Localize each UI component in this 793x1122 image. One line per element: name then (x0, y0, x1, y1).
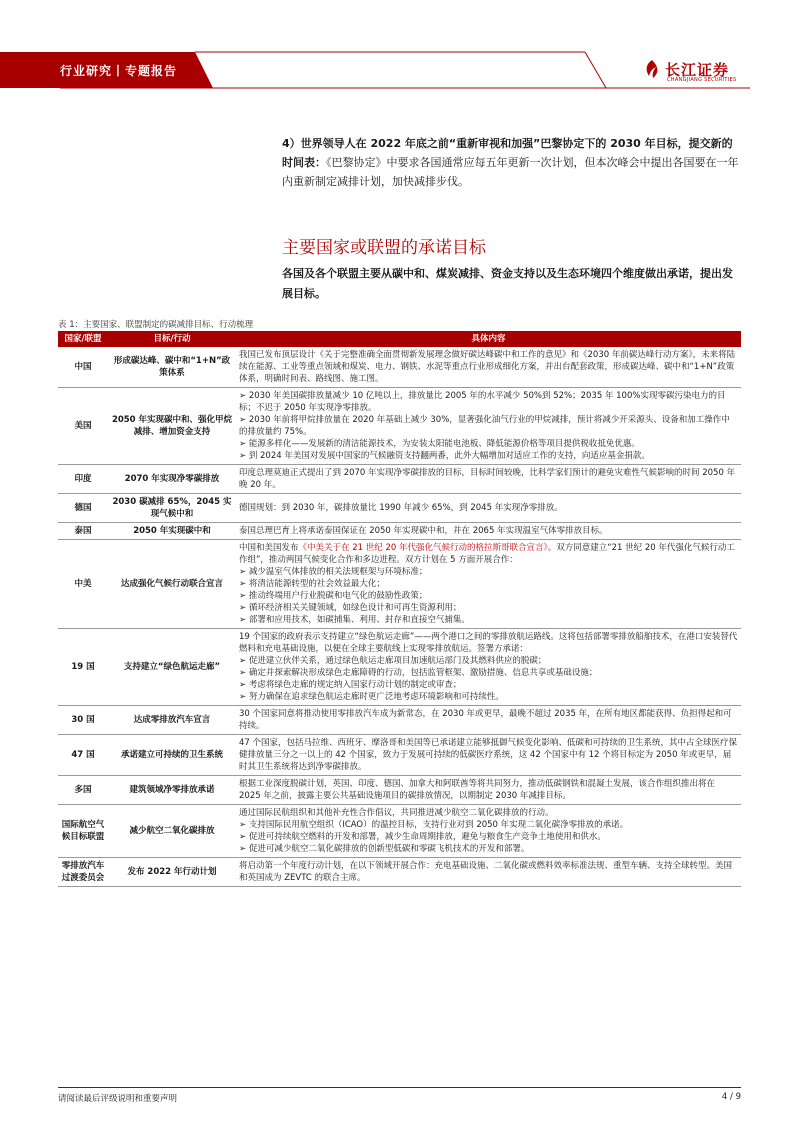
content-line: ➢ 推动终端用户行业脱碳和电气化的鼓励性政策； (239, 591, 428, 601)
row-country: 泰国 (58, 523, 108, 540)
table-row (58, 776, 741, 805)
row-content (236, 735, 741, 776)
content-line: 德国规划：到 2030 年，碳排放量比 1990 年减少 65%，到 2045 年实现净零排放。 (239, 503, 563, 513)
table-row (58, 805, 741, 858)
footer-divider (58, 1087, 741, 1088)
content-line: ➢ 能源多样化——发展新的清洁能源技术，为安装太阳能电池板、降低能源价格等项目提供税收抵免优惠。 (239, 439, 640, 449)
row-goal: 2050 年实现碳中和 (108, 523, 236, 540)
point-4-lead: 4）世界领导人在 2022 年底之前“重新审视和加强”巴黎协定下的 2030 年目标，提交新的时间表： (282, 137, 733, 169)
row-goal: 支持建立“绿色航运走廊” (108, 629, 236, 706)
table-row (58, 494, 741, 523)
row-country: 国际航空气候目标联盟 (58, 805, 108, 858)
footer-disclaimer: 请阅读最后评级说明和重要声明 (58, 1094, 178, 1104)
company-logo (641, 58, 751, 88)
content-line: ➢ 努力确保在追求绿色航运走廊时更广泛地考虑环境影响和可持续性。 (239, 692, 504, 702)
logo-text: 长江证券 (665, 61, 730, 79)
content-line: ➢ 促进可减少航空二氧化碳排放的创新型低碳和零碳飞机技术的开发和部署。 (239, 844, 530, 854)
content-lead-cont: 。双方同意建立“21 世纪 20 年代强化气候行动工作组”，推动两国气候变化合作和多边进程。双方计划在 5 方面开展合作： (239, 543, 735, 565)
row-content (236, 465, 741, 494)
row-content (236, 858, 741, 887)
content-line: ➢ 到 2024 年美国对发展中国家的气候融资支持翻两番，此外大幅增加对适应工作的支持，向适应基金捐款。 (239, 451, 650, 461)
row-country: 美国 (58, 388, 108, 465)
content-line: 将启动第一个年度行动计划，在以下领域开展合作：充电基础设施、二氧化碳或燃料效率标准法规、重型车辆、支持全球转型。美国和英国成为 ZEVTC 的联合主席。 (239, 861, 733, 883)
row-country: 多国 (58, 776, 108, 805)
section-summary: 各国及各个联盟主要从碳中和、煤炭减排、资金支持以及生态环境四个维度做出承诺，提出发展目标。 (282, 267, 733, 300)
row-content (236, 494, 741, 523)
content-line: ➢ 减少温室气体排放的相关法规框架与环境标准； (239, 567, 428, 577)
header-country: 国家/联盟 (58, 331, 108, 347)
row-content (236, 540, 741, 629)
table-row (58, 629, 741, 706)
row-goal: 减少航空二氧化碳排放 (108, 805, 236, 858)
logo-mark-icon (641, 58, 663, 80)
row-goal: 形成碳达峰、碳中和“1+N”政策体系 (108, 347, 236, 388)
page-number: 4 / 9 (721, 1092, 741, 1102)
row-content (236, 805, 741, 858)
row-country: 零排放汽车过渡委员会 (58, 858, 108, 887)
content-line: 我国已发布顶层设计《关于完整准确全面贯彻新发展理念做好碳达峰碳中和工作的意见》和《2030 年前碳达峰行动方案》，未来将陆续在能源、工业等重点领域和煤炭、电力、钢铁、水泥等重点行业形成细化方案，并出台配套政策，形成碳达峰、碳中和“1+N”政策体系，明确时间表、路线图、施工图。 (239, 350, 736, 384)
content-line: ➢ 将清洁能源转型的社会效益最大化； (239, 579, 385, 589)
section-title: 主要国家或联盟的承诺目标 (282, 238, 486, 258)
row-goal: 2070 年实现净零碳排放 (108, 465, 236, 494)
row-country: 德国 (58, 494, 108, 523)
row-country: 印度 (58, 465, 108, 494)
content-line: ➢ 考虑将绿色走廊的规定纳入国家行动计划的制定或审查； (239, 680, 462, 690)
row-goal: 2050 年实现碳中和、强化甲烷减排、增加资金支持 (108, 388, 236, 465)
content-lead: 中国和美国发布 (239, 543, 299, 553)
point-4-body: 《巴黎协定》中要求各国通常应每五年更新一次计划，但本次峰会中提出各国要在一年内重新制定减排计划，加快减排步伐。 (282, 156, 739, 188)
content-line (239, 542, 738, 566)
row-goal: 2030 碳减排 65%，2045 实现气候中和 (108, 494, 236, 523)
row-content (236, 347, 741, 388)
header-content: 具体内容 (236, 331, 741, 347)
table-row (58, 858, 741, 887)
content-line: ➢ 2030 年美国碳排放量减少 10 亿吨以上，排放量比 2005 年的水平减少 50%到 52%；2035 年 100%实现零碳污染电力的目标；不迟于 2050 年实现净零排放。 (239, 391, 726, 413)
table-row (58, 706, 741, 735)
table-row (58, 523, 741, 540)
content-line: ➢ 循环经济相关关键领域，如绿色设计和可再生资源利用； (239, 603, 462, 613)
row-content (236, 388, 741, 465)
header-goal: 目标/行动 (108, 331, 236, 347)
content-line: 泰国总理巴育上将承诺泰国保证在 2050 年实现碳中和，并在 2065 年实现温室气体零排放目标。 (239, 526, 608, 536)
logo-subtext: CHANGJIANG SECURITIES (667, 77, 737, 83)
row-country: 19 国 (58, 629, 108, 706)
row-country: 中国 (58, 347, 108, 388)
table-row (58, 388, 741, 465)
point-4-paragraph (282, 134, 742, 191)
table-header-row (58, 331, 741, 347)
content-line: 通过国际民航组织和其他补充性合作倡议，共同推进减少航空二氧化碳排放的行动。 (239, 808, 554, 818)
content-line: 印度总理莫迪正式提出了到 2070 年实现净零碳排放的目标，目标时间较晚，比科学家们预计的避免灾难性气候影响的时间 2050 年晚 20 年。 (239, 468, 736, 490)
row-goal: 建筑领域净零排放承诺 (108, 776, 236, 805)
content-line: ➢ 促进可持续航空燃料的开发和部署，减少生命周期排放，避免与粮食生产竞争土地使用和供水。 (239, 832, 606, 842)
content-line: ➢ 促进建立伙伴关系，通过绿色航运走廊项目加速航运部门及其燃料供应的脱碳； (239, 656, 547, 666)
content-line: ➢ 支持国际民用航空组织（ICAO）的温控目标，支持行业对到 2050 年实现二氧化碳净零排放的承诺。 (239, 820, 629, 830)
row-goal: 发布 2022 年行动计划 (108, 858, 236, 887)
declaration-link[interactable]: 《中美关于在 21 世纪 20 年代强化气候行动的格拉斯哥联合宣言》 (298, 543, 548, 553)
content-line: ➢ 2030 年前将甲烷排放量在 2020 年基础上减少 30%，显著强化油气行业的甲烷减排，预计将减少开采源头、设备和加工操作中的排放量约 75%。 (239, 415, 730, 437)
content-line: 根据工业深度脱碳计划，英国、印度、德国、加拿大和阿联酋等将共同努力，推动低碳钢铁和混凝土发展，该合作组织推出将在 2025 年之前，披露主要公共基础设施项目的碳排放情况，以期制定 2030 年减排目标。 (239, 779, 716, 801)
row-content (236, 523, 741, 540)
table-caption: 表 1：主要国家、联盟制定的碳减排目标、行动梳理 (58, 320, 254, 330)
row-content (236, 776, 741, 805)
table-row (58, 540, 741, 629)
content-line: ➢ 部署和应用技术，如碳捕集、利用、封存和直接空气捕集。 (239, 615, 470, 625)
content-line: ➢ 确定并探索解决形成绿色走廊障碍的行动，包括监管框架、激励措施、信息共享或基础设施； (239, 668, 598, 678)
row-content (236, 706, 741, 735)
page-header (0, 0, 793, 90)
row-country: 30 国 (58, 706, 108, 735)
row-country: 47 国 (58, 735, 108, 776)
table-row (58, 347, 741, 388)
report-category: 行业研究丨专题报告 (60, 64, 178, 78)
table-row (58, 735, 741, 776)
row-goal: 达成零排放汽车宣言 (108, 706, 236, 735)
content-line: 47 个国家，包括马拉维、西班牙、摩洛哥和美国等已承诺建立能够抵御气候变化影响、低碳和可持续的卫生系统，其中占全球医疗保健排放量三分之一以上的 42 个国家，致力于发展可持续的低碳医疗系统，这 42 个国家中有 12 个将目标定为 2050 年或更早，届时其卫生系统将达到净零碳排放。 (239, 738, 738, 772)
row-goal: 承诺建立可持续的卫生系统 (108, 735, 236, 776)
row-country: 中美 (58, 540, 108, 629)
row-content (236, 629, 741, 706)
table-row (58, 465, 741, 494)
content-line: 30 个国家同意将推动使用零排放汽车成为新常态，在 2030 年或更早，最晚不超过 2035 年，在所有地区都能获得、负担得起和可持续。 (239, 709, 732, 731)
content-line: 19 个国家的政府表示支持建立“绿色航运走廊”——两个港口之间的零排放航运路线。这将包括部署零排放船舶技术，在港口安装替代燃料和充电基础设施，以便在全球主要航线上实现零排放航运。签署方承诺： (239, 632, 738, 654)
commitments-table (58, 331, 741, 887)
row-goal: 达成强化气候行动联合宣言 (108, 540, 236, 629)
